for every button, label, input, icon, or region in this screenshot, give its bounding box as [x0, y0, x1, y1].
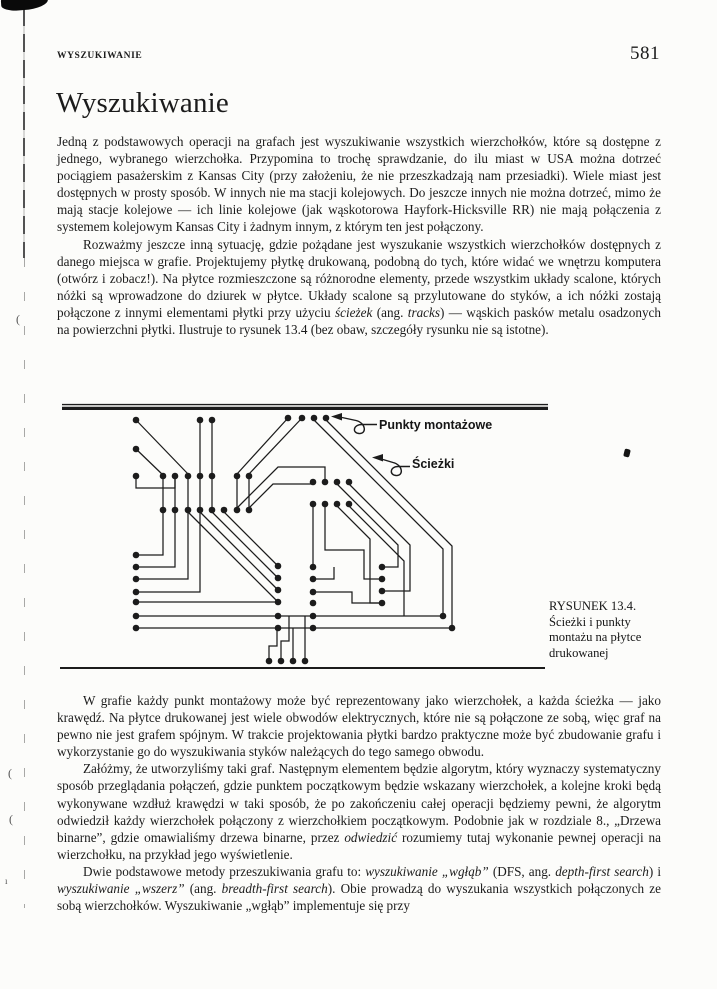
pcb-trace — [136, 420, 188, 474]
pcb-pad — [310, 600, 317, 607]
pcb-trace — [249, 418, 302, 474]
pcb-pad — [185, 473, 192, 480]
arrow-left-icon — [372, 454, 383, 462]
figure-caption-line: RYSUNEK 13.4. — [549, 599, 637, 613]
pcb-pad — [285, 415, 292, 422]
paragraph: Załóżmy, że utworzyliśmy taki graf. Następnym elementem będzie algorytm, który wyznaczy systematyczny sposób przeglądania połączeń, gdzie punktem początkowym będzie wskazany wierzchołek, a kolejne kroki będą wykonywane wzdłuż krawędzi w taki sposób, że po zakończeniu całej operacji będziemy pewni, że algorytm odwiedził każdy wierzchołek połączony z wierzchołkiem początkowym. Podobnie jak w rozdziale 8., „Drzewa binarne”, gdzie omawialiśmy drzewa binarne, przez odwiedzić rozumiemy tutaj wykonanie pewnej operacji na wierzchołku, na przykład jego wyświetlenie. — [57, 761, 661, 862]
pcb-pad — [172, 507, 179, 514]
pcb-traces — [136, 418, 455, 659]
pcb-pad — [310, 576, 317, 583]
pcb-pad — [323, 415, 330, 422]
pcb-pad — [379, 600, 386, 607]
figure-caption-line: montażu na płytce — [549, 630, 642, 645]
pcb-trace — [224, 510, 278, 566]
pcb-pad — [346, 501, 353, 508]
pcb-pad — [311, 415, 318, 422]
pcb-pad — [197, 417, 204, 424]
pcb-pad — [133, 625, 140, 632]
pcb-trace — [136, 478, 175, 488]
pcb-pad — [185, 507, 192, 514]
pcb-pad — [310, 625, 317, 632]
pcb-trace — [315, 592, 382, 603]
pcb-pad — [275, 575, 282, 582]
text-block-lower — [57, 692, 661, 914]
scan-artifact-spine-line — [23, 8, 25, 258]
pcb-pads — [133, 415, 456, 665]
pcb-trace — [188, 512, 278, 602]
pcb-trace — [249, 484, 313, 508]
pcb-pad — [234, 507, 241, 514]
pcb-pad — [133, 417, 140, 424]
pcb-pad — [275, 587, 282, 594]
pcb-trace — [281, 616, 289, 659]
running-head: WYSZUKIWANIE — [57, 51, 143, 61]
pcb-pad — [334, 479, 341, 486]
pcb-pad — [449, 625, 456, 632]
pcb-pad — [160, 507, 167, 514]
pcb-pad — [275, 613, 282, 620]
pcb-pad — [310, 613, 317, 620]
scan-artifact-mark: ( — [9, 812, 13, 826]
pcb-trace — [313, 567, 334, 579]
pcb-pad — [133, 473, 140, 480]
pcb-trace — [349, 506, 404, 616]
pcb-pad — [379, 576, 386, 583]
pcb-pad — [133, 564, 140, 571]
pcb-pad — [246, 473, 253, 480]
pcb-pad — [266, 658, 273, 665]
pcb-trace — [237, 418, 288, 474]
pcb-pad — [172, 473, 179, 480]
figure-caption — [549, 599, 679, 661]
pcb-pad — [160, 473, 167, 480]
paragraph: Dwie podstawowe metody przeszukiwania grafu to: wyszukiwanie „wgłąb” (DFS, ang. depth-first search) i wyszukiwanie „wszerz” (ang. breadth-first search). Obie prowadzą do wyszukania wszystkich połączonych ze sobą wierzchołków. Wyszukiwanie „wgłąb” implementuje się przy — [57, 863, 662, 914]
pcb-trace — [337, 506, 384, 603]
pcb-trace — [136, 510, 163, 555]
pcb-pad — [440, 613, 447, 620]
pcb-pad — [209, 473, 216, 480]
scan-artifact-mark: ı — [5, 876, 8, 886]
figure-caption-line: drukowanej — [549, 645, 609, 660]
pcb-pad — [197, 507, 204, 514]
pcb-pad — [379, 588, 386, 595]
pcb-pad — [310, 479, 317, 486]
pcb-pad — [133, 576, 140, 583]
scan-artifact-mark: ( — [8, 766, 12, 780]
pcb-pad — [209, 507, 216, 514]
pcb-trace — [136, 510, 175, 567]
scan-artifact-mark: ( — [16, 312, 20, 326]
arrow-left-icon — [331, 413, 342, 421]
pcb-pad — [278, 658, 285, 665]
page-title: Wyszukiwanie — [56, 87, 229, 119]
paragraph: Rozważmy jeszcze inną sytuację, gdzie pożądane jest wyszukanie wszystkich wierzchołków dostępnych z danego miejsca w grafie. Projektujemy płytkę drukowaną, podobną do tych, które widać we wnętrzu komputera (otwórz i zobacz!). Na płytce rozmieszczone są różnorodne elementy, przede wszystkim układy scalone, których nóżki są wprowadzone do dziurek w płytce. Układy scalone są przylutowane do styków, a ich nóżki zostają połączone z innymi elementami płytki przy użyciu ścieżek (ang. tracks) — wąskich pasków metalu osadzonych na powierzchni płytki. Ilustruje to rysunek 13.4 (bez obaw, szczegóły rysunku nie są istotne). — [57, 236, 661, 338]
pcb-pad — [322, 501, 329, 508]
pcb-trace — [136, 478, 188, 579]
text-block-upper — [57, 133, 661, 338]
pcb-trace — [136, 449, 163, 475]
pcb-trace — [269, 628, 277, 659]
pcb-pad — [310, 589, 317, 596]
pcb-pad — [133, 589, 140, 596]
page-number: 581 — [630, 43, 660, 64]
figure-label-tracks: Ścieżki — [412, 457, 455, 471]
pcb-pad — [275, 599, 282, 606]
figure-label-mount-points: Punkty montażowe — [379, 418, 493, 432]
figure-caption-line: Ścieżki i punkty — [549, 614, 631, 629]
paragraph: W grafie każdy punkt montażowy może być reprezentowany jako wierzchołek, a każda ścieżka — jako krawędź. Na płytce drukowanej jest wiele obwodów elektrycznych, które nie są połączone ze sobą, więc graf na pewno nie jest grafem spójnym. W trakcie projektowania płytki bardzo praktyczne może być zbudowanie grafu i wykorzystanie go do wyszukiwania styków należących do tego samego obwodu. — [57, 693, 661, 760]
pcb-pad — [246, 507, 253, 514]
pcb-pad — [197, 473, 204, 480]
pcb-trace — [337, 484, 398, 567]
pcb-pad — [310, 564, 317, 571]
pcb-pad — [290, 658, 297, 665]
pcb-pad — [275, 563, 282, 570]
paragraph: Jedną z podstawowych operacji na grafach jest wyszukiwanie wszystkich wierzchołków, które są dostępne z jednego, wybranego wierzchołka. Przypomina to trochę sprawdzanie, do ilu miast w USA można dotrzeć pociągiem pasażerskim z Kansas City (przy założeniu, że nie przeszkadzają nam przesiadki). Wiele miast jest dostępnych w prosty sposób. W innych nie ma stacji kolejowych. Do jeszcze innych nie można dotrzeć, mimo że mają stacje kolejowe — ich linie kolejowe (jak wąskotorowa Hayfork-Hicksville RR) nie mają połączenia z systemem kolejowym Kansas City i żadnym innym, z którym ten jest połączony. — [57, 134, 661, 235]
pcb-pad — [334, 501, 341, 508]
pcb-pad — [299, 415, 306, 422]
pcb-pad — [133, 613, 140, 620]
pcb-pad — [310, 501, 317, 508]
mount-points-leader — [331, 413, 377, 434]
pcb-trace — [349, 484, 410, 591]
pcb-pad — [133, 552, 140, 559]
pcb-pad — [275, 625, 282, 632]
pcb-pad — [221, 507, 228, 514]
pcb-pad — [346, 479, 353, 486]
pcb-pad — [379, 564, 386, 571]
pcb-diagram — [55, 396, 555, 686]
scan-artifact-spine-line-faint — [24, 258, 25, 908]
pcb-pad — [209, 417, 216, 424]
pcb-pad — [302, 658, 309, 665]
pcb-trace — [200, 512, 278, 590]
pcb-pad — [133, 446, 140, 453]
pcb-pad — [322, 479, 329, 486]
scan-artifact-ink-spot — [623, 448, 631, 457]
pcb-pad — [133, 599, 140, 606]
pcb-pad — [234, 473, 241, 480]
